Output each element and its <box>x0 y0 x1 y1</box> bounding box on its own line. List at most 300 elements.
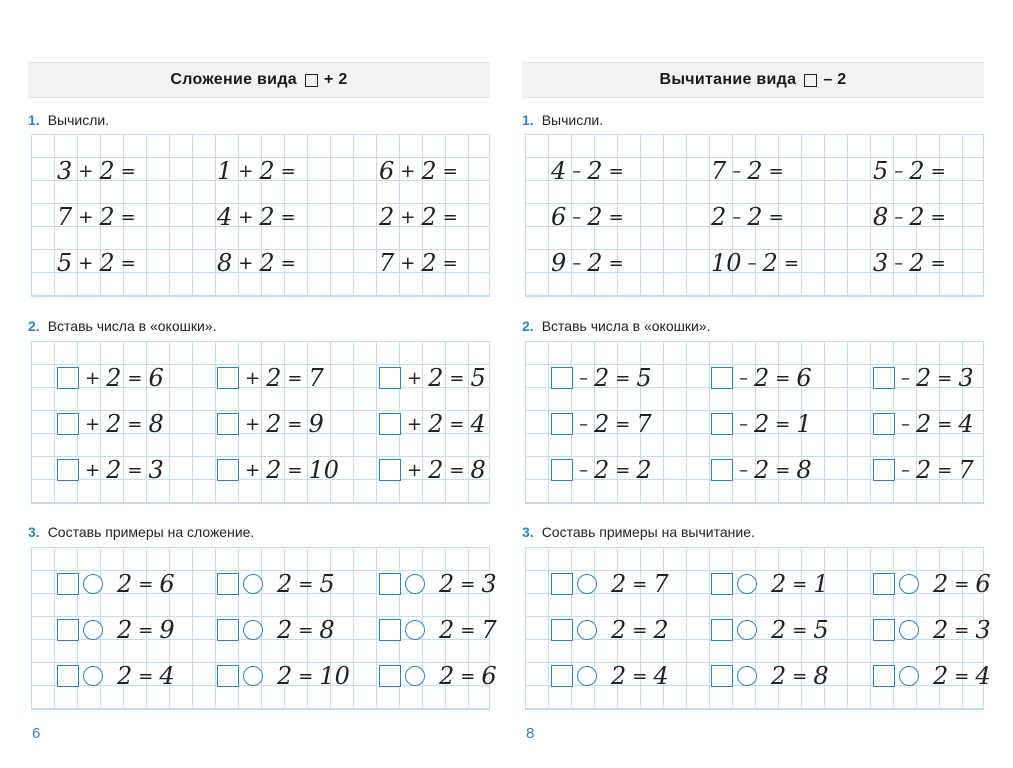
second-number: 2 <box>259 249 275 277</box>
equals-sign: = <box>768 206 784 228</box>
result-number: 1 <box>813 570 829 598</box>
task-2-grid <box>31 341 490 504</box>
second-number: 2 <box>916 410 932 438</box>
second-number: 2 <box>99 203 115 231</box>
equals-sign: = <box>930 160 946 182</box>
answer-box[interactable] <box>711 459 733 481</box>
exercise <box>551 409 652 439</box>
operator: – <box>732 160 742 182</box>
operator: – <box>572 252 582 274</box>
sign-circle[interactable] <box>899 666 919 686</box>
first-number: 3 <box>873 249 889 277</box>
exercise <box>217 455 339 485</box>
operator: + <box>85 413 101 435</box>
first-number: 2 <box>379 203 395 231</box>
operator: – <box>901 459 910 481</box>
operator: + <box>78 206 94 228</box>
second-number: 2 <box>277 570 293 598</box>
exercise <box>711 248 802 278</box>
exercise <box>873 615 991 645</box>
operator: + <box>85 367 101 389</box>
exercise <box>379 409 486 439</box>
operator: – <box>901 413 910 435</box>
operator: + <box>85 459 101 481</box>
sign-circle[interactable] <box>243 620 263 640</box>
equals-sign: = <box>937 459 953 481</box>
answer-box[interactable] <box>379 619 401 641</box>
result-number: 3 <box>148 456 164 484</box>
answer-box[interactable] <box>57 573 79 595</box>
operator: + <box>245 367 261 389</box>
equals-sign: = <box>138 573 154 595</box>
answer-box[interactable] <box>217 413 239 435</box>
second-number: 2 <box>594 364 610 392</box>
answer-box[interactable] <box>57 619 79 641</box>
answer-box[interactable] <box>217 665 239 687</box>
result-number: 6 <box>159 570 175 598</box>
exercise <box>379 363 486 393</box>
first-number: 7 <box>379 249 395 277</box>
result-number: 7 <box>958 456 974 484</box>
equals-sign: = <box>930 206 946 228</box>
answer-box[interactable] <box>57 459 79 481</box>
answer-box[interactable] <box>217 573 239 595</box>
exercise <box>57 156 139 186</box>
operator: + <box>407 413 423 435</box>
exercise <box>57 202 139 232</box>
second-number: 2 <box>933 662 949 690</box>
exercise <box>57 248 139 278</box>
result-number: 6 <box>481 662 497 690</box>
answer-box[interactable] <box>379 665 401 687</box>
second-number: 2 <box>106 456 122 484</box>
operator: + <box>245 413 261 435</box>
exercise <box>711 363 812 393</box>
equals-sign: = <box>120 252 136 274</box>
first-number: 10 <box>711 249 742 277</box>
second-number: 2 <box>277 662 293 690</box>
second-number: 2 <box>259 203 275 231</box>
second-number: 2 <box>587 249 603 277</box>
equals-sign: = <box>615 459 631 481</box>
equals-sign: = <box>442 206 458 228</box>
page-number: 8 <box>526 725 535 742</box>
equals-sign: = <box>280 160 296 182</box>
task-2-label: 2. Вставь числа в «окошки». <box>522 318 711 334</box>
result-number: 8 <box>470 456 486 484</box>
operator: – <box>901 367 910 389</box>
operator: – <box>579 367 588 389</box>
operator: – <box>579 413 588 435</box>
sign-circle[interactable] <box>83 620 103 640</box>
second-number: 2 <box>909 249 925 277</box>
task-3-label: 3. Составь примеры на сложение. <box>28 524 255 540</box>
equals-sign: = <box>930 252 946 274</box>
equals-sign: = <box>783 252 799 274</box>
equals-sign: = <box>287 367 303 389</box>
result-number: 4 <box>958 410 974 438</box>
sign-circle[interactable] <box>737 620 757 640</box>
result-number: 4 <box>653 662 669 690</box>
second-number: 2 <box>771 662 787 690</box>
answer-box[interactable] <box>551 665 573 687</box>
sign-circle[interactable] <box>577 666 597 686</box>
result-number: 7 <box>308 364 324 392</box>
answer-box[interactable] <box>711 367 733 389</box>
equals-sign: = <box>287 459 303 481</box>
equals-sign: = <box>280 206 296 228</box>
second-number: 2 <box>747 157 763 185</box>
equals-sign: = <box>449 459 465 481</box>
operator: + <box>238 160 254 182</box>
exercise <box>379 156 461 186</box>
second-number: 2 <box>439 662 455 690</box>
equals-sign: = <box>792 619 808 641</box>
second-number: 2 <box>587 203 603 231</box>
first-number: 6 <box>551 203 567 231</box>
second-number: 2 <box>117 570 133 598</box>
answer-box[interactable] <box>711 573 733 595</box>
equals-sign: = <box>608 160 624 182</box>
second-number: 2 <box>909 203 925 231</box>
first-number: 5 <box>57 249 73 277</box>
equals-sign: = <box>792 665 808 687</box>
sign-circle[interactable] <box>899 574 919 594</box>
operator: + <box>78 252 94 274</box>
operator: – <box>894 160 904 182</box>
answer-box[interactable] <box>57 665 79 687</box>
answer-box[interactable] <box>711 413 733 435</box>
second-number: 2 <box>266 456 282 484</box>
equals-sign: = <box>298 665 314 687</box>
right-page <box>522 0 1002 768</box>
exercise <box>217 615 335 645</box>
answer-box[interactable] <box>873 573 895 595</box>
second-number: 2 <box>611 662 627 690</box>
answer-box[interactable] <box>551 367 573 389</box>
exercise <box>57 615 175 645</box>
answer-box[interactable] <box>379 367 401 389</box>
result-number: 8 <box>148 410 164 438</box>
equals-sign: = <box>632 573 648 595</box>
sign-circle[interactable] <box>405 666 425 686</box>
exercise <box>379 661 497 691</box>
equals-sign: = <box>298 619 314 641</box>
exercise <box>873 363 974 393</box>
equals-sign: = <box>287 413 303 435</box>
result-number: 6 <box>796 364 812 392</box>
second-number: 2 <box>428 456 444 484</box>
first-number: 8 <box>873 203 889 231</box>
task-3-grid <box>31 547 497 710</box>
result-number: 8 <box>813 662 829 690</box>
answer-box[interactable] <box>379 413 401 435</box>
equals-sign: = <box>954 573 970 595</box>
second-number: 2 <box>771 616 787 644</box>
first-number: 4 <box>217 203 233 231</box>
second-number: 2 <box>754 410 770 438</box>
equals-sign: = <box>937 367 953 389</box>
equals-sign: = <box>615 413 631 435</box>
left-page-title: Сложение вида + 2 <box>28 62 490 98</box>
first-number: 6 <box>379 157 395 185</box>
equals-sign: = <box>449 413 465 435</box>
answer-box[interactable] <box>711 665 733 687</box>
equals-sign: = <box>937 413 953 435</box>
equals-sign: = <box>127 413 143 435</box>
second-number: 2 <box>428 410 444 438</box>
equals-sign: = <box>792 573 808 595</box>
equals-sign: = <box>632 619 648 641</box>
sign-circle[interactable] <box>243 574 263 594</box>
sign-circle[interactable] <box>899 620 919 640</box>
second-number: 2 <box>439 616 455 644</box>
result-number: 5 <box>470 364 486 392</box>
exercise <box>873 569 991 599</box>
exercise <box>873 661 991 691</box>
exercise <box>217 569 335 599</box>
second-number: 2 <box>117 616 133 644</box>
second-number: 2 <box>594 410 610 438</box>
operator: – <box>747 252 757 274</box>
equals-sign: = <box>775 459 791 481</box>
operator: + <box>78 160 94 182</box>
sign-circle[interactable] <box>243 666 263 686</box>
operator: – <box>572 160 582 182</box>
operator: + <box>400 160 416 182</box>
second-number: 2 <box>933 570 949 598</box>
equals-sign: = <box>127 459 143 481</box>
second-number: 2 <box>754 364 770 392</box>
answer-box[interactable] <box>379 573 401 595</box>
operator: + <box>407 459 423 481</box>
task-1-label: 1. Вычисли. <box>522 112 604 128</box>
result-number: 3 <box>975 616 991 644</box>
left-page <box>28 0 508 768</box>
second-number: 2 <box>266 410 282 438</box>
result-number: 7 <box>481 616 497 644</box>
result-number: 4 <box>470 410 486 438</box>
exercise <box>217 409 324 439</box>
operator: – <box>739 459 748 481</box>
equals-sign: = <box>138 619 154 641</box>
task-2-grid <box>525 341 984 504</box>
operator: + <box>400 206 416 228</box>
first-number: 9 <box>551 249 567 277</box>
first-number: 4 <box>551 157 567 185</box>
equals-sign: = <box>460 573 476 595</box>
first-number: 3 <box>57 157 73 185</box>
result-number: 10 <box>319 662 350 690</box>
task-1-grid <box>31 134 490 297</box>
exercise <box>873 156 949 186</box>
exercise <box>551 455 652 485</box>
second-number: 2 <box>421 157 437 185</box>
equals-sign: = <box>954 665 970 687</box>
right-page-title: Вычитание вида – 2 <box>522 62 984 98</box>
exercise <box>217 202 299 232</box>
equals-sign: = <box>775 413 791 435</box>
result-number: 7 <box>636 410 652 438</box>
second-number: 2 <box>754 456 770 484</box>
second-number: 2 <box>428 364 444 392</box>
operator: – <box>579 459 588 481</box>
operator: – <box>894 206 904 228</box>
sign-circle[interactable] <box>405 574 425 594</box>
sign-circle[interactable] <box>737 666 757 686</box>
square-placeholder-icon <box>305 74 318 87</box>
second-number: 2 <box>117 662 133 690</box>
operator: – <box>732 206 742 228</box>
second-number: 2 <box>421 203 437 231</box>
equals-sign: = <box>138 665 154 687</box>
second-number: 2 <box>747 203 763 231</box>
answer-box[interactable] <box>873 413 895 435</box>
operator: – <box>572 206 582 228</box>
exercise <box>379 248 461 278</box>
answer-box[interactable] <box>873 459 895 481</box>
equals-sign: = <box>120 206 136 228</box>
task-3-grid <box>525 547 991 710</box>
square-placeholder-icon <box>804 74 817 87</box>
exercise <box>551 363 652 393</box>
result-number: 8 <box>319 616 335 644</box>
second-number: 2 <box>611 616 627 644</box>
result-number: 7 <box>653 570 669 598</box>
task-2-label: 2. Вставь числа в «окошки». <box>28 318 217 334</box>
sign-circle[interactable] <box>83 574 103 594</box>
equals-sign: = <box>615 367 631 389</box>
equals-sign: = <box>460 619 476 641</box>
equals-sign: = <box>775 367 791 389</box>
equals-sign: = <box>608 206 624 228</box>
equals-sign: = <box>954 619 970 641</box>
second-number: 2 <box>277 616 293 644</box>
exercise <box>711 156 787 186</box>
result-number: 8 <box>796 456 812 484</box>
answer-box[interactable] <box>551 413 573 435</box>
answer-box[interactable] <box>57 413 79 435</box>
result-number: 3 <box>958 364 974 392</box>
exercise <box>551 661 669 691</box>
second-number: 2 <box>916 364 932 392</box>
exercise <box>217 363 324 393</box>
result-number: 2 <box>636 456 652 484</box>
answer-box[interactable] <box>873 367 895 389</box>
equals-sign: = <box>449 367 465 389</box>
result-number: 6 <box>975 570 991 598</box>
second-number: 2 <box>106 410 122 438</box>
result-number: 3 <box>481 570 497 598</box>
equals-sign: = <box>127 367 143 389</box>
answer-box[interactable] <box>551 619 573 641</box>
exercise <box>711 455 812 485</box>
answer-box[interactable] <box>873 665 895 687</box>
result-number: 4 <box>159 662 175 690</box>
exercise <box>57 661 175 691</box>
exercise <box>551 615 669 645</box>
result-number: 1 <box>796 410 812 438</box>
task-1-label: 1. Вычисли. <box>28 112 110 128</box>
exercise <box>217 248 299 278</box>
answer-box[interactable] <box>873 619 895 641</box>
second-number: 2 <box>439 570 455 598</box>
exercise <box>551 156 627 186</box>
operator: + <box>400 252 416 274</box>
result-number: 4 <box>975 662 991 690</box>
sign-circle[interactable] <box>577 620 597 640</box>
second-number: 2 <box>106 364 122 392</box>
operator: + <box>245 459 261 481</box>
second-number: 2 <box>587 157 603 185</box>
equals-sign: = <box>608 252 624 274</box>
second-number: 2 <box>594 456 610 484</box>
exercise <box>873 248 949 278</box>
equals-sign: = <box>768 160 784 182</box>
second-number: 2 <box>909 157 925 185</box>
result-number: 6 <box>148 364 164 392</box>
exercise <box>551 202 627 232</box>
exercise <box>711 661 829 691</box>
exercise <box>379 615 497 645</box>
answer-box[interactable] <box>711 619 733 641</box>
operator: – <box>894 252 904 274</box>
equals-sign: = <box>632 665 648 687</box>
page-number: 6 <box>32 725 41 742</box>
result-number: 2 <box>653 616 669 644</box>
result-number: 5 <box>319 570 335 598</box>
answer-box[interactable] <box>551 459 573 481</box>
first-number: 5 <box>873 157 889 185</box>
exercise <box>379 455 486 485</box>
exercise <box>873 409 974 439</box>
task-1-grid <box>525 134 984 297</box>
second-number: 2 <box>266 364 282 392</box>
first-number: 7 <box>711 157 727 185</box>
sign-circle[interactable] <box>737 574 757 594</box>
exercise <box>57 409 164 439</box>
exercise <box>379 569 497 599</box>
operator: – <box>739 413 748 435</box>
exercise <box>379 202 461 232</box>
operator: – <box>739 367 748 389</box>
answer-box[interactable] <box>551 573 573 595</box>
exercise <box>217 661 350 691</box>
result-number: 9 <box>308 410 324 438</box>
answer-box[interactable] <box>217 367 239 389</box>
second-number: 2 <box>99 157 115 185</box>
first-number: 7 <box>57 203 73 231</box>
operator: + <box>238 252 254 274</box>
answer-box[interactable] <box>379 459 401 481</box>
operator: + <box>407 367 423 389</box>
second-number: 2 <box>933 616 949 644</box>
first-number: 8 <box>217 249 233 277</box>
answer-box[interactable] <box>217 619 239 641</box>
answer-box[interactable] <box>217 459 239 481</box>
sign-circle[interactable] <box>405 620 425 640</box>
equals-sign: = <box>120 160 136 182</box>
sign-circle[interactable] <box>83 666 103 686</box>
result-number: 10 <box>308 456 340 484</box>
first-number: 2 <box>711 203 727 231</box>
equals-sign: = <box>298 573 314 595</box>
second-number: 2 <box>762 249 778 277</box>
answer-box[interactable] <box>57 367 79 389</box>
sign-circle[interactable] <box>577 574 597 594</box>
second-number: 2 <box>611 570 627 598</box>
exercise <box>57 455 164 485</box>
